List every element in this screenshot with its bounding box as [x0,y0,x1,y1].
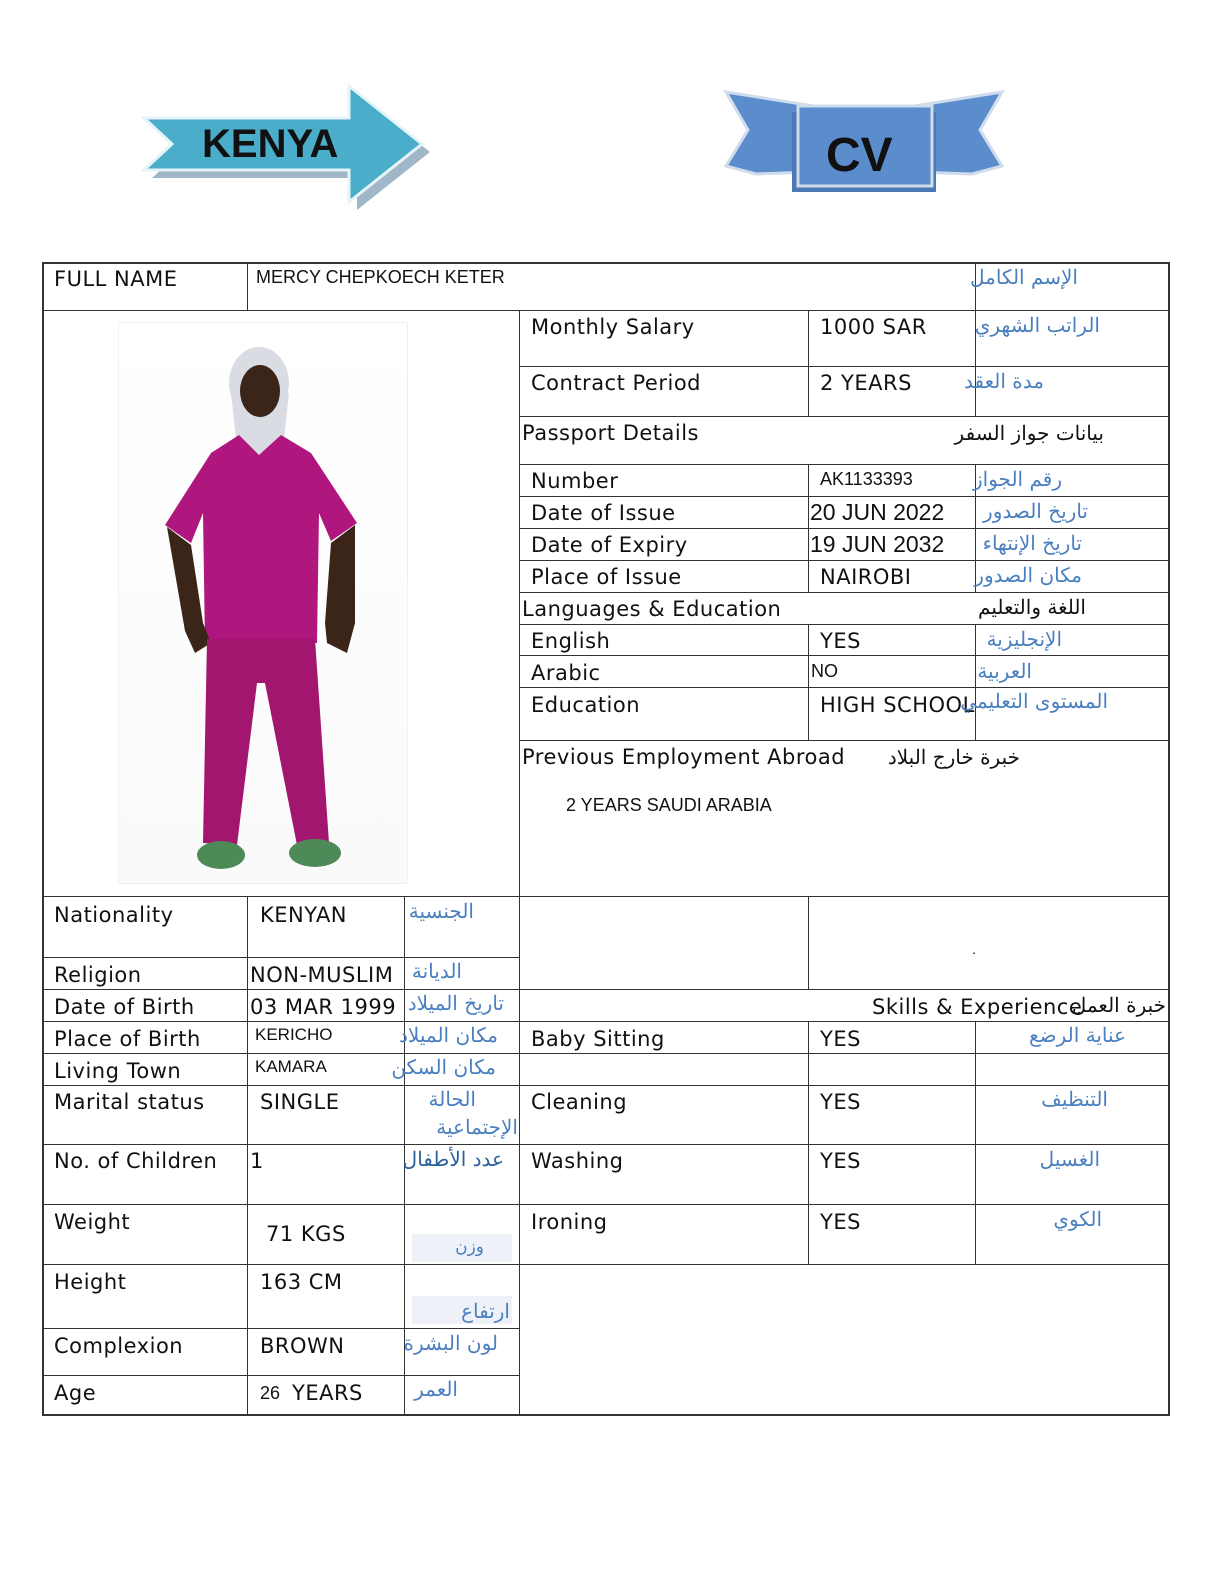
languages-heading: Languages & Education [522,597,782,621]
age-label: Age [54,1381,97,1405]
washing-arabic: الغسيل [1039,1147,1100,1171]
full-name-value: MERCY CHEPKOECH KETER [256,267,505,287]
age-value-number: 26 [260,1383,281,1403]
date-of-birth-label: Date of Birth [54,995,195,1019]
kenya-banner-text: KENYA [202,122,339,166]
full-name-arabic: الإسم الكامل [969,265,1078,289]
children-label: No. of Children [54,1149,218,1173]
cleaning-value: YES [820,1090,861,1114]
nationality-label: Nationality [54,903,174,927]
education-arabic: المستوى التعليمي [960,689,1108,713]
date-of-birth-value: 03 MAR 1999 [250,995,397,1019]
weight-arabic: وزن [455,1237,484,1257]
date-of-issue-value: 20 JUN 2022 [810,499,945,525]
washing-value: YES [820,1149,861,1173]
marital-status-arabic-line2: الإجتماعية [436,1115,518,1139]
weight-value: 71 KGS [266,1222,346,1246]
place-of-birth-value: KERICHO [255,1025,333,1044]
date-of-expiry-label: Date of Expiry [531,533,688,557]
complexion-arabic: لون البشرة [403,1331,498,1355]
complexion-value: BROWN [260,1334,345,1358]
place-of-issue-label: Place of Issue [531,565,682,589]
height-value: 163 CM [260,1270,343,1294]
candidate-figure-icon [119,323,407,883]
cv-banner-text: CV [826,129,893,182]
nationality-value: KENYAN [260,903,348,927]
passport-number-value: AK1133393 [820,469,913,489]
candidate-photo [118,322,408,884]
skills-heading: Skills & Experience [872,995,1083,1019]
complexion-label: Complexion [54,1334,184,1358]
place-of-birth-arabic: مكان الميلاد [399,1023,498,1047]
previous-employment-arabic: خبرة خارج البلاد [887,745,1020,769]
religion-label: Religion [54,963,142,987]
marital-status-arabic-line1: الحالة [428,1087,476,1111]
empty-cell-dot: . [972,941,976,957]
education-label: Education [531,693,641,717]
contract-period-label: Contract Period [531,371,701,395]
ironing-arabic: الكوي [1053,1207,1102,1231]
arabic-language-arabic: العربية [977,659,1032,683]
date-of-expiry-arabic: تاريخ الإنتهاء [982,531,1082,555]
date-of-expiry-value: 19 JUN 2032 [810,531,945,557]
ironing-label: Ironing [531,1210,608,1234]
children-arabic: عدد الأطفال [402,1147,504,1171]
date-of-birth-arabic: تاريخ الميلاد [407,991,504,1015]
monthly-salary-arabic: الراتب الشهري [974,313,1100,337]
languages-heading-arabic: اللغة والتعليم [978,595,1086,619]
arabic-language-label: Arabic [531,661,601,685]
washing-label: Washing [531,1149,624,1173]
age-value-unit: YEARS [292,1381,363,1405]
english-value: YES [820,629,861,653]
previous-employment-heading: Previous Employment Abroad [522,745,846,769]
religion-arabic: الديانة [411,959,462,983]
skills-heading-arabic: خبرة العمل [1071,993,1166,1017]
marital-status-value: SINGLE [260,1090,340,1114]
nationality-arabic: الجنسية [408,899,474,923]
education-value: HIGH SCHOOL [820,693,975,717]
age-arabic: العمر [414,1377,458,1401]
baby-sitting-value: YES [820,1027,861,1051]
monthly-salary-value: 1000 SAR [820,315,927,339]
height-label: Height [54,1270,127,1294]
passport-number-arabic: رقم الجواز [973,467,1062,491]
living-town-arabic: مكان السكن [391,1055,496,1079]
english-arabic: الإنجليزية [986,627,1062,651]
baby-sitting-label: Baby Sitting [531,1027,665,1051]
living-town-value: KAMARA [255,1057,327,1076]
baby-sitting-arabic: عناية الرضع [1028,1023,1126,1047]
passport-number-label: Number [531,469,619,493]
living-town-label: Living Town [54,1059,182,1083]
full-name-label: FULL NAME [54,267,178,291]
date-of-issue-arabic: تاريخ الصدور [983,499,1088,523]
previous-employment-value: 2 YEARS SAUDI ARABIA [566,795,772,815]
marital-status-label: Marital status [54,1090,205,1114]
cleaning-arabic: التنظيف [1041,1087,1108,1111]
monthly-salary-label: Monthly Salary [531,315,695,339]
passport-heading-arabic: بيانات جواز السفر [954,421,1104,445]
cleaning-label: Cleaning [531,1090,628,1114]
place-of-issue-arabic: مكان الصدور [974,563,1082,587]
arabic-language-value: NO [811,661,838,681]
ironing-value: YES [820,1210,861,1234]
children-value: 1 [250,1149,264,1173]
contract-period-value: 2 YEARS [820,371,912,395]
weight-label: Weight [54,1210,131,1234]
date-of-issue-label: Date of Issue [531,501,676,525]
english-label: English [531,629,611,653]
height-arabic: ارتفاع [461,1299,510,1323]
place-of-issue-value: NAIROBI [820,565,912,589]
passport-heading: Passport Details [522,421,699,445]
religion-value: NON-MUSLIM [250,963,394,987]
contract-period-arabic: مدة العقد [964,369,1044,393]
place-of-birth-label: Place of Birth [54,1027,201,1051]
